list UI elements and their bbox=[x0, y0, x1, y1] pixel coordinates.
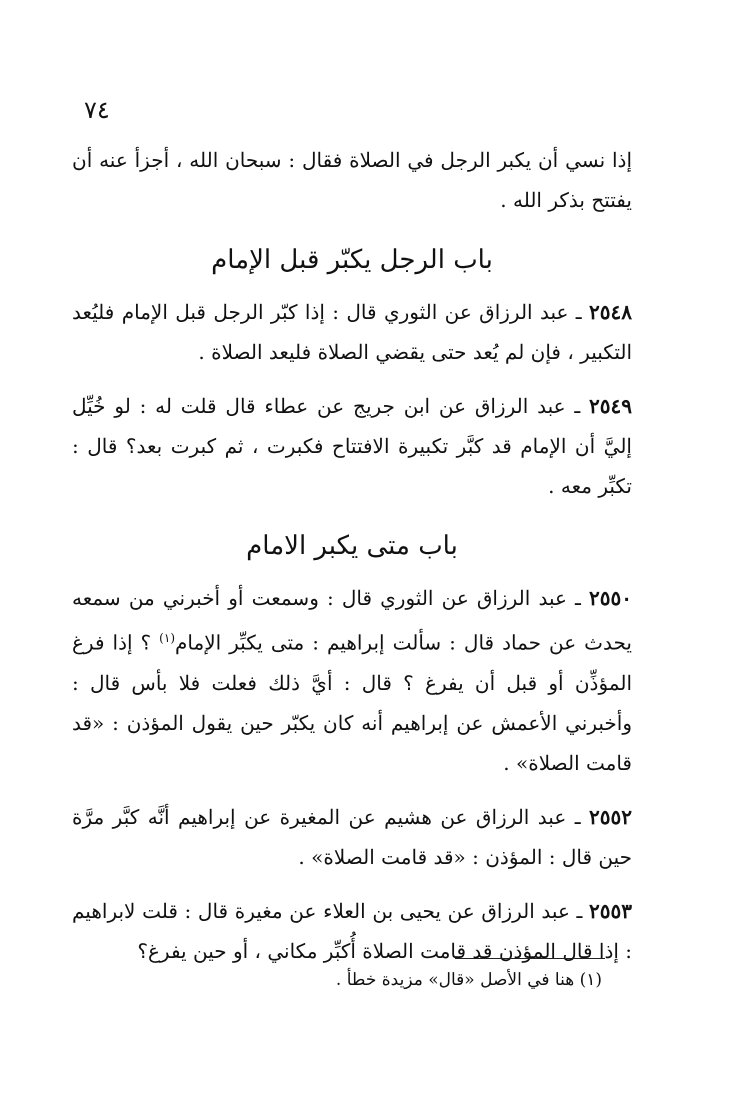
entry-2552 bbox=[72, 797, 632, 877]
section-heading-1: باب الرجل يكبّر قبل الإمام bbox=[211, 245, 493, 275]
page-content bbox=[72, 140, 632, 985]
footnote-reference: (١) bbox=[159, 631, 175, 645]
entry-number: ٢٥٥٠ bbox=[589, 586, 632, 610]
entry-text-continued: ؟ إذا فرغ المؤذِّن أو قبل أن يفرغ ؟ قال : أيَّ ذلك فعلت فلا بأس قال : وأخبرني الأعمش عن إبراهيم أنه كان يكبّر حين يقول المؤذن : «قد قامت الصلاة» . bbox=[72, 630, 632, 775]
entry-number: ٢٥٥٢ bbox=[589, 804, 632, 829]
entry-number: ٢٥٤٨ bbox=[589, 300, 632, 324]
continuation-paragraph: إذا نسي أن يكبر الرجل في الصلاة فقال : سبحان الله ، أجزأ عنه أن يفتتح بذكر الله . bbox=[72, 148, 633, 212]
entry-text: ـ عبد الرزاق عن هشيم عن المغيرة عن إبراهيم أنَّه كبَّر مرَّة حين قال : المؤذن : «قد قامت الصلاة» . bbox=[72, 804, 632, 869]
entry-number: ٢٥٥٣ bbox=[589, 898, 632, 923]
entry-2549 bbox=[72, 386, 632, 506]
entry-number: ٢٥٤٩ bbox=[589, 394, 632, 418]
footnote-divider bbox=[455, 958, 605, 959]
footnote: (١) هنا في الأصل «قال» مزيدة خطأ . bbox=[335, 970, 602, 990]
section-heading-2: باب متى يكبر الامام bbox=[246, 531, 458, 561]
entry-text: ـ عبد الرزاق عن الثوري قال : إذا كبّر الرجل قبل الإمام فليُعد التكبير ، فإن لم يُعد حتى يقضي الصلاة فليعد الصلاة . bbox=[72, 300, 632, 364]
entry-2550 bbox=[72, 578, 632, 783]
entry-text: ـ عبد الرزاق عن الثوري قال : وسمعت أو أخبرني من سمعه يحدث عن حماد قال : سألت إبراهيم : متى يكبِّر الإمام bbox=[72, 586, 632, 655]
page-number: ٧٤ bbox=[84, 96, 110, 124]
entry-2548 bbox=[72, 292, 632, 372]
entry-text: ـ عبد الرزاق عن يحيى بن العلاء عن مغيرة قال : قلت لابراهيم : إذا قال المؤذن قد قامت الصلاة أُكبِّر مكاني ، أو حين يفرغ؟ bbox=[72, 898, 632, 963]
entry-text: ـ عبد الرزاق عن ابن جريج عن عطاء قال قلت له : لو خُيِّل إليَّ أن الإمام قد كبَّر تكبيرة الافتتاح فكبرت ، ثم كبرت بعد؟ قال : تكبِّر معه . bbox=[72, 394, 632, 498]
